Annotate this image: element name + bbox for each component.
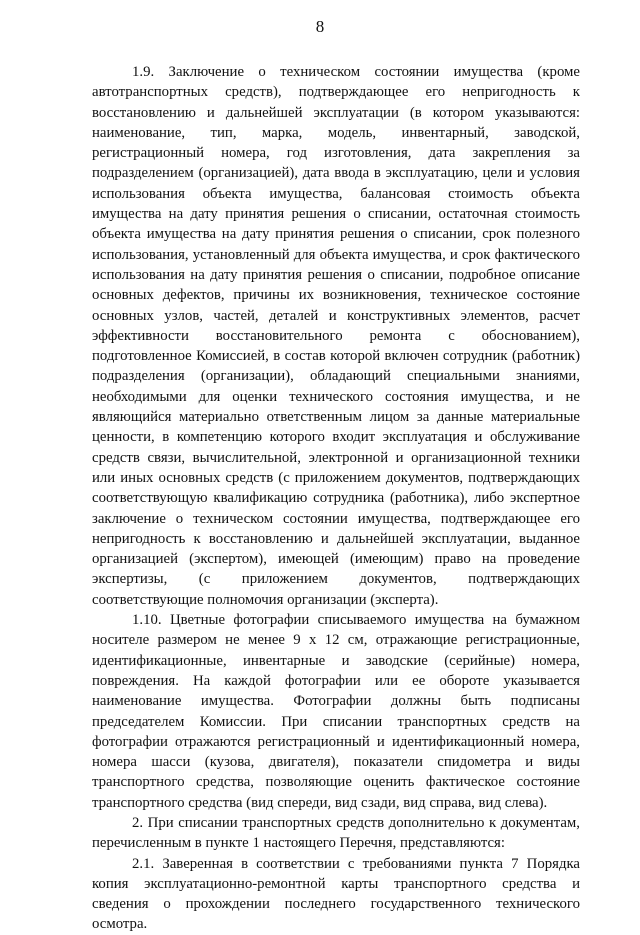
paragraph-1-10: 1.10. Цветные фотографии списываемого имущества на бумажном носителе размером не менее 9 x 12 см, отражающие регистрационные, идентификационные, инвентарные и заводские (серийные) номера, повреждения. На каждой фотографии или ее обороте указывается наименование имущества. Фотографии должны быть подписаны председателем Комиссии. При списании транспортных средств на фотографии отражаются регистрационный и идентификационный номера, номера шасси (кузова, двигателя), показатели спидометра и виды транспортного средства, позволяющие оценить фактическое состояние транспортного средства (вид спереди, вид сзади, вид справа, вид слева). <box>92 612 580 811</box>
paragraph-2: 2. При списании транспортных средств дополнительно к документам, перечисленным в пункте 1 настоящего Перечня, представляются: <box>92 814 580 852</box>
page-number: 8 <box>315 17 325 36</box>
document-body <box>92 62 580 935</box>
paragraph-1-9: 1.9. Заключение о техническом состоянии имущества (кроме автотранспортных средств), подтверждающее его непригодность к восстановлению и дальнейшей эксплуатации (в котором указываются: наименование, тип, марка, модель, инвентарный, заводской, регистрационный номера, год изготовления, дата закрепления за подразделением (организацией), дата ввода в эксплуатацию, цели и условия использования объекта имущества, балансовая стоимость объекта имущества на дату принятия решения о списании, остаточная стоимость объекта имущества на дату принятия решения о списании, срок полезного использования, установленный для объекта имущества, и срок фактического использования на дату принятия решения о списании, подробное описание основных дефектов, причины их возникновения, техническое состояние основных узлов, частей, деталей и конструктивных элементов, расчет эффективности восстановительного ремонта с обоснованием), подготовленное Комиссией, в состав которой включен сотрудник (работник) подразделения (организации), обладающий специальными знаниями, необходимыми для оценки технического состояния имущества, и не являющийся материально ответственным лицом за данные материальные ценности, в компетенцию которого входит эксплуатация и обслуживание средств связи, вычислительной, электронной и организационной техники или иных основных средств (с приложением документов, подтверждающих соответствующую квалификацию сотрудника (работника), либо экспертное заключение о техническом состоянии имущества, подтверждающее его непригодность к восстановлению и дальнейшей эксплуатации, выданное организацией (экспертом), имеющей (имеющим) право на проведение экспертизы, (с приложением документов, подтверждающих соответствующие полномочия организации (эксперта). <box>92 64 580 608</box>
paragraph-2-1: 2.1. Заверенная в соответствии с требованиями пункта 7 Порядка копия эксплуатационно-ремонтной карты транспортного средства и сведения о прохождении последнего государственного технического осмотра. <box>92 855 580 933</box>
